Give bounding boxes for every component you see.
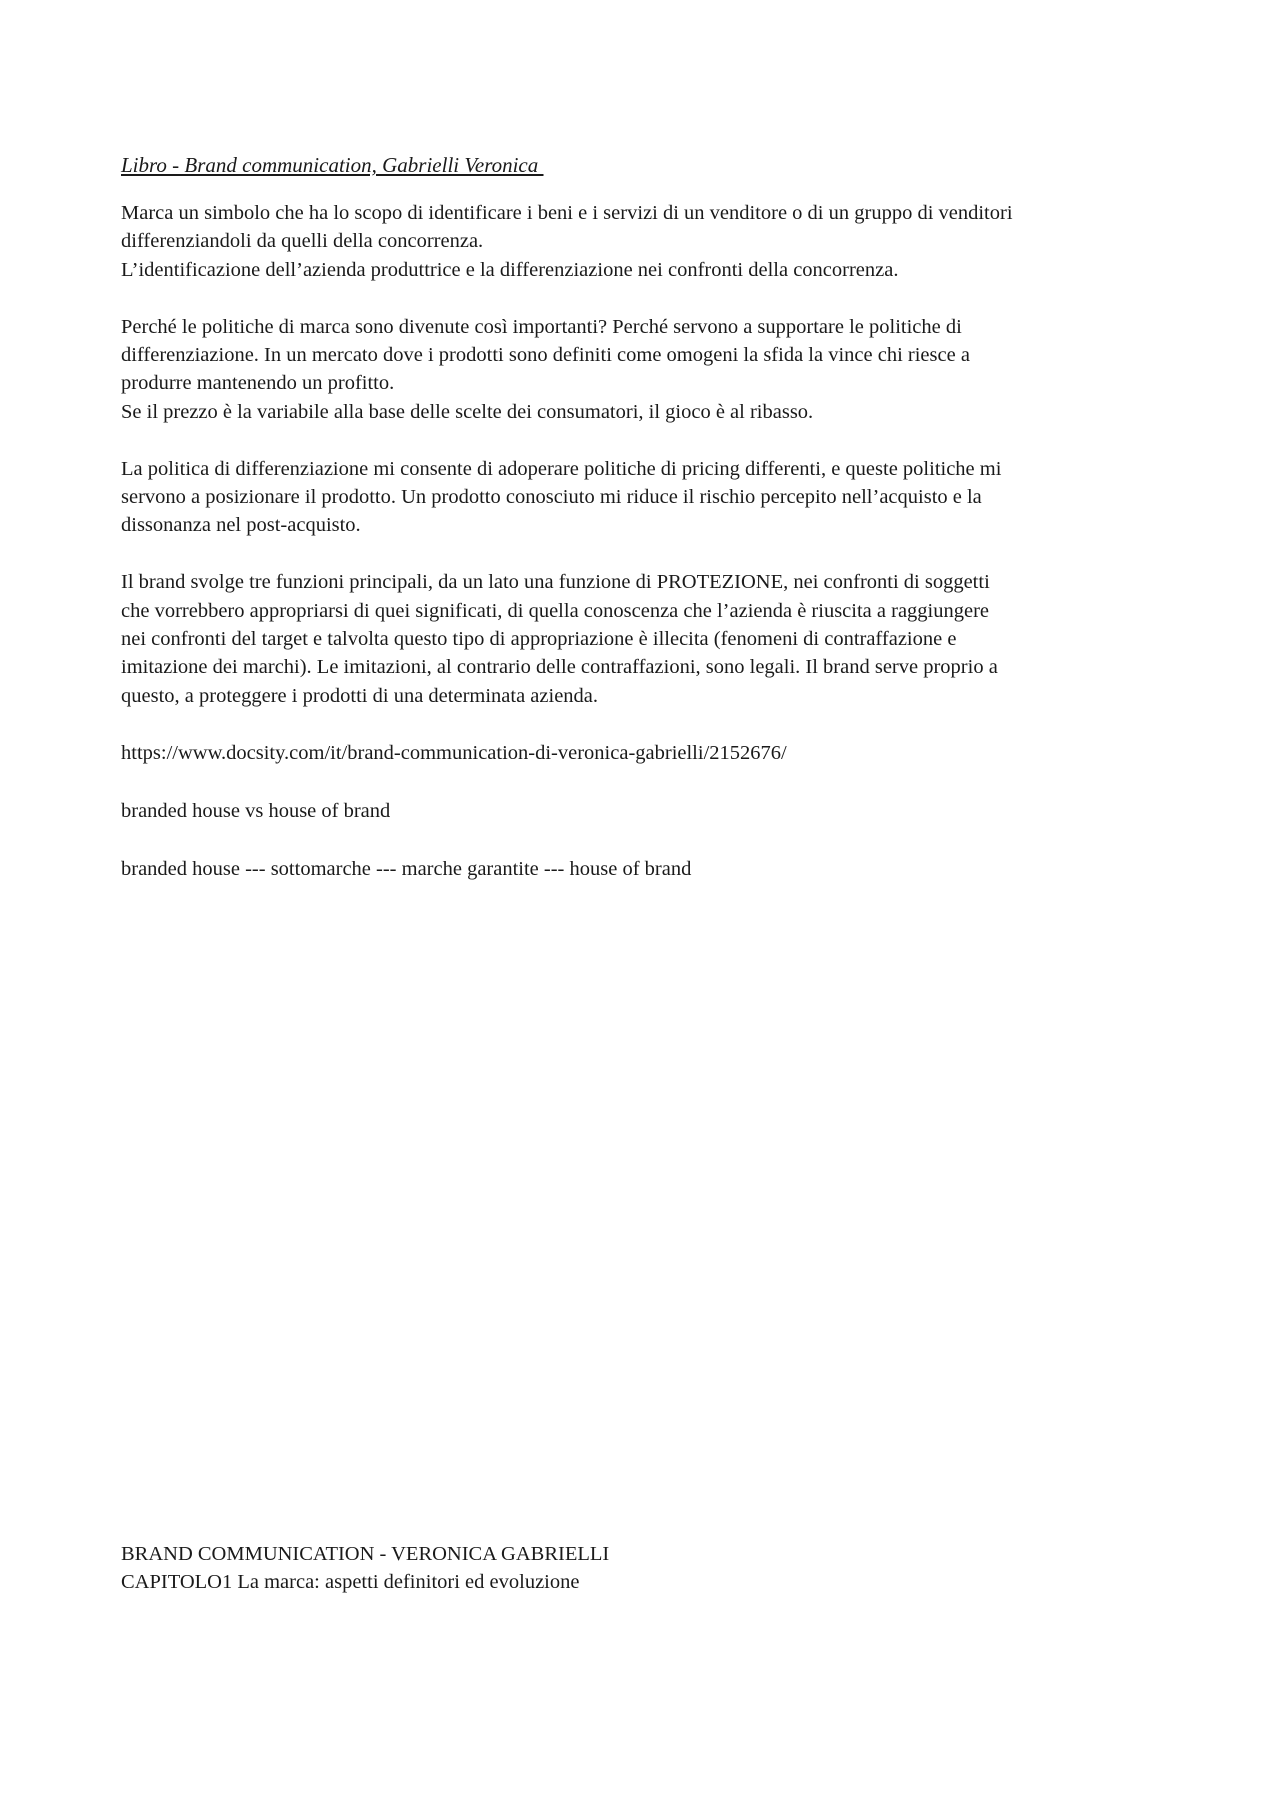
- note-branded-house: branded house vs house of brand: [121, 800, 391, 823]
- paragraph-line: differenziandoli da quelli della concorrenza.: [121, 230, 484, 253]
- chapter-title: CAPITOLO1 La marca: aspetti definitori ed evoluzione: [121, 1571, 580, 1594]
- paragraph-line: produrre mantenendo un profitto.: [121, 372, 395, 395]
- document-title: Libro - Brand communication, Gabrielli Veronica: [121, 153, 544, 177]
- url-line: https://www.docsity.com/it/brand-communication-di-veronica-gabrielli/2152676/: [121, 741, 787, 764]
- paragraph-funzioni-brand: [121, 568, 1171, 710]
- chapter-book-title: BRAND COMMUNICATION - VERONICA GABRIELLI: [121, 1543, 610, 1565]
- paragraph-line: Se il prezzo è la variabile alla base delle scelte dei consumatori, il gioco è al ribasso.: [121, 400, 814, 423]
- paragraph-politiche-marca: [121, 313, 1171, 427]
- paragraph-line: imitazione dei marchi). Le imitazioni, al contrario delle contraffazioni, sono legali. Il brand serve proprio a: [121, 656, 998, 679]
- paragraph-line: Il brand svolge tre funzioni principali, da un lato una funzione di PROTEZIONE, nei confronti di soggetti: [121, 571, 990, 594]
- paragraph-marca: [121, 199, 1171, 284]
- paragraph-line: nei confronti del target e talvolta questo tipo di appropriazione è illecita (fenomeni di contraffazione e: [121, 628, 957, 651]
- document-body: [121, 151, 1171, 914]
- paragraph-line: differenziazione. In un mercato dove i prodotti sono definiti come omogeni la sfida la vince chi riesce a: [121, 344, 970, 367]
- paragraph-differenziazione: [121, 455, 1171, 540]
- chapter-heading: [121, 1540, 1171, 1597]
- paragraph-line: La politica di differenziazione mi consente di adoperare politiche di pricing differenti, e queste politiche mi: [121, 457, 1002, 480]
- paragraph-line: che vorrebbero appropriarsi di quei significati, di quella conoscenza che l’azienda è riuscita a raggiungere: [121, 599, 990, 622]
- paragraph-line: servono a posizionare il prodotto. Un prodotto conosciuto mi riduce il rischio percepito nell’acquisto e la: [121, 486, 982, 509]
- paragraph-line: Perché le politiche di marca sono divenute così importanti? Perché servono a supportare le politiche di: [121, 315, 962, 338]
- note-brand-architecture: branded house --- sottomarche --- marche garantite --- house of brand: [121, 858, 692, 881]
- paragraph-line: Marca un simbolo che ha lo scopo di identificare i beni e i servizi di un venditore o di un gruppo di venditori: [121, 202, 1013, 224]
- paragraph-line: questo, a proteggere i prodotti di una determinata azienda.: [121, 684, 599, 707]
- paragraph-line: L’identificazione dell’azienda produttrice e la differenziazione nei confronti della concorrenza.: [121, 258, 899, 281]
- paragraph-line: dissonanza nel post-acquisto.: [121, 514, 361, 537]
